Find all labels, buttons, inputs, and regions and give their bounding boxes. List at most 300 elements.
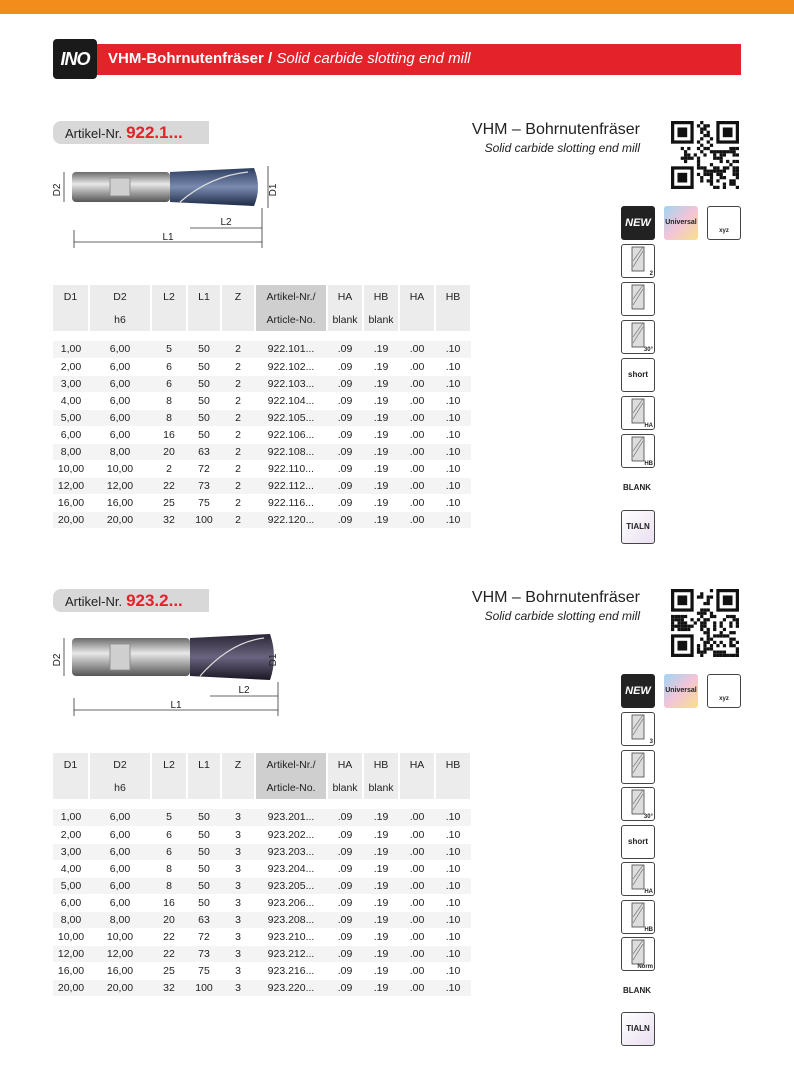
table-cell: 8 (151, 860, 187, 877)
top-accent-bar (0, 0, 794, 14)
spec-table (53, 753, 472, 997)
table-cell: .10 (435, 477, 471, 494)
column-header: Artikel-Nr./ (255, 753, 327, 776)
table-row (53, 979, 471, 996)
table-cell: 2 (151, 460, 187, 477)
table-cell: 3,00 (53, 375, 89, 392)
table-cell: .00 (399, 809, 435, 826)
table-cell: 6,00 (89, 341, 151, 358)
table-cell: 32 (151, 511, 187, 528)
table-cell: .10 (435, 843, 471, 860)
table-cell: 923.202... (255, 826, 327, 843)
table-cell: 6,00 (89, 375, 151, 392)
tool-shank (72, 638, 190, 676)
table-cell: .19 (363, 877, 399, 894)
helix-angle-icon (621, 320, 655, 354)
table-cell: 3 (221, 826, 255, 843)
table-cell: 923.220... (255, 979, 327, 996)
universal-badge: Universal (664, 206, 698, 240)
table-cell: 50 (187, 426, 221, 443)
column-subheader: Article-No. (255, 776, 327, 799)
table-cell: 5 (151, 809, 187, 826)
table-row (53, 962, 471, 979)
table-cell: 50 (187, 860, 221, 877)
table-cell: 8,00 (89, 911, 151, 928)
article-number-pill (53, 589, 209, 612)
table-cell: .00 (399, 979, 435, 996)
flutes-label: 3 (649, 739, 653, 745)
table-cell: .10 (435, 979, 471, 996)
table-cell: 63 (187, 911, 221, 928)
table-cell: 12,00 (53, 477, 89, 494)
table-cell: 25 (151, 962, 187, 979)
xyz-label: xyz (719, 696, 729, 702)
table-cell: 20 (151, 911, 187, 928)
product-title-en: Solid carbide slotting end mill (484, 141, 640, 155)
table-cell: .09 (327, 409, 363, 426)
table-cell: 72 (187, 928, 221, 945)
table-cell: .00 (399, 341, 435, 358)
table-cell: .00 (399, 375, 435, 392)
column-header: HB (435, 285, 471, 308)
column-header: L1 (187, 285, 221, 308)
table-cell: .10 (435, 928, 471, 945)
xyz-icon (707, 674, 741, 708)
dim-l2: L2 (238, 685, 250, 696)
flutes-icon (621, 244, 655, 278)
table-cell: .00 (399, 877, 435, 894)
column-header: Z (221, 753, 255, 776)
short-label: short (628, 370, 648, 379)
table-cell: .10 (435, 443, 471, 460)
table-cell: 3 (221, 945, 255, 962)
dim-l2: L2 (220, 217, 232, 228)
helix-angle-label: 30° (643, 814, 653, 820)
table-cell: .00 (399, 945, 435, 962)
table-cell: 1,00 (53, 809, 89, 826)
dim-d2: D2 (52, 183, 63, 197)
table-cell: 3 (221, 911, 255, 928)
ha-shank-icon (621, 396, 655, 430)
table-cell: 8,00 (89, 443, 151, 460)
table-row (53, 860, 471, 877)
qr-code[interactable] (671, 121, 739, 189)
table-cell: 923.216... (255, 962, 327, 979)
tialn-coating-icon (621, 1012, 655, 1046)
table-cell: .19 (363, 826, 399, 843)
table-cell: .00 (399, 494, 435, 511)
table-row (53, 409, 471, 426)
table-cell: 16 (151, 426, 187, 443)
column-subheader: Article-No. (255, 308, 327, 331)
table-cell: 10,00 (53, 460, 89, 477)
table-cell: .00 (399, 358, 435, 375)
table-cell: 50 (187, 341, 221, 358)
spec-table (53, 285, 472, 529)
table-cell: 12,00 (53, 945, 89, 962)
universal-badge: Universal (664, 674, 698, 708)
table-cell: .10 (435, 460, 471, 477)
product-title (472, 589, 640, 623)
table-cell: 8 (151, 409, 187, 426)
table-row (53, 809, 471, 826)
table-cell: 5 (151, 341, 187, 358)
column-header: L2 (151, 753, 187, 776)
hb-shank-label: HB (644, 926, 653, 933)
table-cell: .19 (363, 358, 399, 375)
helix-angle-label: 30° (643, 347, 653, 353)
table-cell: 2 (221, 392, 255, 409)
table-cell: 16,00 (53, 962, 89, 979)
table-cell: .09 (327, 358, 363, 375)
table-cell: .10 (435, 358, 471, 375)
table-row (53, 375, 471, 392)
table-cell: .00 (399, 860, 435, 877)
table-cell: 22 (151, 928, 187, 945)
table-cell: 50 (187, 409, 221, 426)
table-cell: .19 (363, 809, 399, 826)
table-cell: 6 (151, 375, 187, 392)
ha-shank-icon (621, 862, 655, 896)
table-cell: 6,00 (53, 426, 89, 443)
table-cell: 50 (187, 358, 221, 375)
table-cell: .19 (363, 426, 399, 443)
new-badge: NEW (621, 674, 655, 708)
table-cell: 3 (221, 877, 255, 894)
flutes-icon (621, 712, 655, 746)
column-subheader (399, 308, 435, 331)
table-cell: 8,00 (53, 443, 89, 460)
table-cell: 2 (221, 477, 255, 494)
table-cell: 3 (221, 809, 255, 826)
table-cell: 100 (187, 511, 221, 528)
table-cell: .09 (327, 843, 363, 860)
qr-code[interactable] (671, 589, 739, 657)
table-cell: .00 (399, 426, 435, 443)
table-cell: 20,00 (89, 979, 151, 996)
table-row (53, 341, 471, 358)
table-cell: .10 (435, 860, 471, 877)
table-cell: 50 (187, 375, 221, 392)
table-cell: 10,00 (53, 928, 89, 945)
table-cell: 72 (187, 460, 221, 477)
table-row (53, 392, 471, 409)
table-cell: 73 (187, 477, 221, 494)
table-cell: .09 (327, 911, 363, 928)
table-row (53, 911, 471, 928)
table-cell: 12,00 (89, 477, 151, 494)
table-cell: .10 (435, 375, 471, 392)
table-cell: .10 (435, 894, 471, 911)
table-cell: .19 (363, 962, 399, 979)
table-cell: 4,00 (53, 392, 89, 409)
article-number: 923.2... (126, 591, 183, 610)
blank-coating-icon (621, 472, 655, 506)
table-cell: .10 (435, 426, 471, 443)
table-cell: 6,00 (89, 826, 151, 843)
table-cell: 6,00 (89, 392, 151, 409)
tialn-coating-icon (621, 510, 655, 544)
table-cell: 6,00 (89, 877, 151, 894)
flutes-label: 2 (649, 271, 653, 277)
table-cell: .00 (399, 894, 435, 911)
column-subheader: blank (327, 308, 363, 331)
table-cell: .19 (363, 477, 399, 494)
table-cell: .00 (399, 477, 435, 494)
article-number-pill (53, 121, 209, 144)
table-cell: 6,00 (53, 894, 89, 911)
table-cell: 6,00 (89, 358, 151, 375)
table-cell: .19 (363, 409, 399, 426)
column-header: D1 (53, 285, 89, 308)
table-cell: .10 (435, 511, 471, 528)
table-header-row (53, 753, 471, 776)
table-cell: .19 (363, 928, 399, 945)
table-cell: 3 (221, 894, 255, 911)
short-icon (621, 358, 655, 392)
table-cell: .00 (399, 511, 435, 528)
table-cell: 923.208... (255, 911, 327, 928)
table-cell: .09 (327, 860, 363, 877)
table-cell: 3 (221, 928, 255, 945)
table-cell: 50 (187, 826, 221, 843)
table-cell: 20,00 (53, 511, 89, 528)
table-cell: .09 (327, 392, 363, 409)
table-cell: 50 (187, 894, 221, 911)
table-row (53, 511, 471, 528)
table-cell: .09 (327, 477, 363, 494)
column-header: HA (327, 753, 363, 776)
tool-drawing (50, 628, 280, 718)
table-row (53, 843, 471, 860)
table-cell: 20 (151, 443, 187, 460)
table-cell: .19 (363, 894, 399, 911)
table-cell: 10,00 (89, 928, 151, 945)
column-header: HA (399, 285, 435, 308)
table-cell: .09 (327, 460, 363, 477)
short-icon (621, 825, 655, 859)
short-label: short (628, 836, 648, 846)
table-cell: .10 (435, 911, 471, 928)
table-cell: 2 (221, 358, 255, 375)
blank-coating-icon (621, 975, 655, 1009)
table-cell: 923.201... (255, 809, 327, 826)
table-cell: 923.210... (255, 928, 327, 945)
column-header: Artikel-Nr./ (255, 285, 327, 308)
table-cell: 2 (221, 426, 255, 443)
table-cell: 922.103... (255, 375, 327, 392)
hb-shank-label: HB (644, 461, 653, 467)
table-cell: 5,00 (53, 877, 89, 894)
column-subheader (399, 776, 435, 799)
norm-icon (621, 937, 655, 971)
dim-d1: D1 (268, 183, 279, 197)
table-cell: .00 (399, 911, 435, 928)
table-cell: .09 (327, 341, 363, 358)
table-cell: .19 (363, 443, 399, 460)
blank-coating-label: BLANK (623, 985, 651, 995)
table-header-row (53, 285, 471, 308)
helix-angle-icon (621, 787, 655, 821)
column-header: HB (435, 753, 471, 776)
table-row (53, 477, 471, 494)
tialn-coating-label: TIALN (626, 1024, 650, 1033)
table-cell: .00 (399, 962, 435, 979)
table-cell: 6,00 (89, 860, 151, 877)
table-cell: 100 (187, 979, 221, 996)
product-title-de: VHM – Bohrnutenfräser (471, 121, 640, 138)
table-cell: 922.108... (255, 443, 327, 460)
table-cell: .10 (435, 494, 471, 511)
column-header: HA (399, 753, 435, 776)
table-cell: 2 (221, 494, 255, 511)
table-cell: 20,00 (89, 511, 151, 528)
table-cell: .00 (399, 843, 435, 860)
table-cell: .19 (363, 911, 399, 928)
table-cell: 50 (187, 877, 221, 894)
table-cell: 3,00 (53, 843, 89, 860)
table-cell: 922.116... (255, 494, 327, 511)
table-cell: .09 (327, 375, 363, 392)
table-cell: .19 (363, 341, 399, 358)
column-subheader: h6 (89, 308, 151, 331)
table-cell: 50 (187, 843, 221, 860)
column-subheader (151, 308, 187, 331)
table-cell: .09 (327, 894, 363, 911)
column-header: L2 (151, 285, 187, 308)
table-cell: .09 (327, 877, 363, 894)
table-cell: 6,00 (89, 809, 151, 826)
table-cell: 73 (187, 945, 221, 962)
table-cell: .09 (327, 426, 363, 443)
ha-shank-label: HA (644, 889, 653, 895)
table-cell: 922.106... (255, 426, 327, 443)
table-cell: .09 (327, 826, 363, 843)
table-cell: 8 (151, 877, 187, 894)
tool-cutting-part (170, 168, 258, 206)
table-cell: .00 (399, 826, 435, 843)
column-subheader (187, 776, 221, 799)
table-cell: 3 (221, 860, 255, 877)
table-cell: 22 (151, 945, 187, 962)
table-cell: 8,00 (53, 911, 89, 928)
table-cell: 75 (187, 962, 221, 979)
table-cell: 922.105... (255, 409, 327, 426)
table-cell: 75 (187, 494, 221, 511)
straight-shank-icon (621, 282, 655, 316)
column-subheader: blank (363, 776, 399, 799)
xyz-label: xyz (719, 228, 729, 234)
straight-shank-icon (621, 750, 655, 784)
table-cell: 6 (151, 843, 187, 860)
table-cell: 3 (221, 979, 255, 996)
table-cell: 16,00 (53, 494, 89, 511)
tialn-coating-label: TIALN (626, 522, 650, 531)
table-cell: .19 (363, 392, 399, 409)
table-cell: .10 (435, 341, 471, 358)
column-subheader (435, 308, 471, 331)
table-cell: .10 (435, 945, 471, 962)
table-cell: .19 (363, 511, 399, 528)
table-cell: 923.212... (255, 945, 327, 962)
column-header: D2 (89, 285, 151, 308)
column-subheader (53, 308, 89, 331)
column-subheader (187, 308, 221, 331)
table-cell: 12,00 (89, 945, 151, 962)
table-row (53, 928, 471, 945)
table-cell: 2 (221, 409, 255, 426)
page-title-en: Solid carbide slotting end mill (276, 50, 471, 67)
article-number: 922.1... (126, 123, 183, 142)
table-row (53, 426, 471, 443)
table-row (53, 894, 471, 911)
table-cell: 923.205... (255, 877, 327, 894)
ha-shank-label: HA (644, 423, 653, 429)
table-cell: 2,00 (53, 358, 89, 375)
column-subheader: blank (327, 776, 363, 799)
table-subheader-row (53, 776, 471, 799)
product-title-de: VHM – Bohrnutenfräser (471, 589, 640, 606)
table-cell: .19 (363, 494, 399, 511)
table-cell: 6,00 (89, 894, 151, 911)
table-cell: 5,00 (53, 409, 89, 426)
table-cell: 32 (151, 979, 187, 996)
table-cell: 922.112... (255, 477, 327, 494)
table-cell: 922.104... (255, 392, 327, 409)
table-cell: 6,00 (89, 843, 151, 860)
table-cell: .00 (399, 928, 435, 945)
xyz-icon (707, 206, 741, 240)
table-cell: .19 (363, 860, 399, 877)
tool-drawing (50, 160, 280, 250)
table-cell: .10 (435, 392, 471, 409)
page-title-de: VHM-Bohrnutenfräser / (108, 50, 273, 67)
norm-label: Norm (637, 964, 653, 970)
column-header: D1 (53, 753, 89, 776)
badge-row (621, 206, 741, 242)
table-cell: .19 (363, 945, 399, 962)
column-header: HB (363, 285, 399, 308)
table-cell: 6,00 (89, 426, 151, 443)
new-badge: NEW (621, 206, 655, 240)
table-cell: .09 (327, 809, 363, 826)
ino-logo: INO (53, 39, 97, 79)
table-cell: 63 (187, 443, 221, 460)
table-cell: 6 (151, 826, 187, 843)
table-cell: 2,00 (53, 826, 89, 843)
dim-l1: L1 (170, 700, 182, 711)
column-subheader (151, 776, 187, 799)
table-cell: .10 (435, 809, 471, 826)
table-cell: .10 (435, 409, 471, 426)
article-label: Artikel-Nr. (65, 594, 123, 609)
badge-row (621, 674, 741, 710)
table-row (53, 877, 471, 894)
column-subheader (221, 308, 255, 331)
column-subheader: blank (363, 308, 399, 331)
table-cell: .09 (327, 511, 363, 528)
table-row (53, 826, 471, 843)
column-subheader (221, 776, 255, 799)
table-cell: .19 (363, 843, 399, 860)
dim-d1: D1 (268, 653, 279, 667)
table-cell: 16,00 (89, 494, 151, 511)
table-cell: 4,00 (53, 860, 89, 877)
table-cell: .00 (399, 443, 435, 460)
table-cell: .10 (435, 826, 471, 843)
column-subheader (53, 776, 89, 799)
table-cell: 8 (151, 392, 187, 409)
